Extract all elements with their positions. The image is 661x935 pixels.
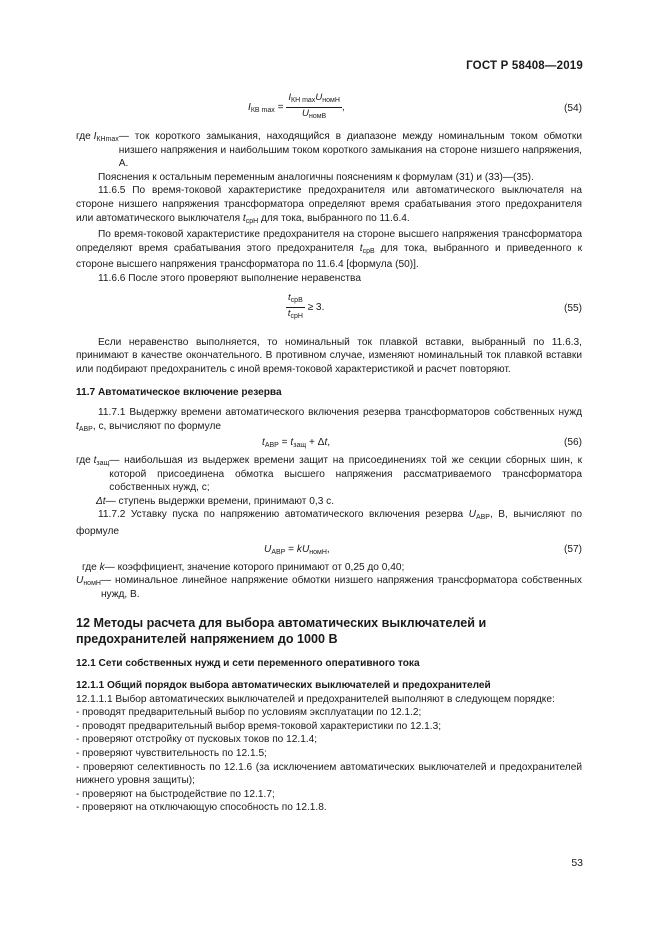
heading-12-1: 12.1 Сети собственных нужд и сети переменного оперативного тока <box>76 658 420 670</box>
list-item: - проверяют селективность по 12.1.6 (за исключением автоматических выключателей и предохранителей нижнего уровня защиты); <box>76 761 582 787</box>
formula-57-number: (57) <box>563 543 582 555</box>
formula-57 <box>76 539 582 561</box>
formula-55 <box>76 292 582 328</box>
paragraph-12-1-1-1: 12.1.1.1 Выбор автоматических выключателей и предохранителей выполняют в следующем порядке: <box>76 693 555 705</box>
list-item: - проверяют на быстродействие по 12.1.7; <box>76 788 275 800</box>
formula-54-expr: $I_{КВ max}$ = $\frac{I_{КН max}U_{номН}}{U_{номВ}}$ , <box>248 92 345 123</box>
definition-54: где $I_{КНmax}$ — ток короткого замыкания, находящийся в диапазоне между номинальным током обмотки низшего напряжения и наибольшим током короткого замыкания на стороне низшего напряжения, А. <box>76 131 582 170</box>
heading-12-1-1: 12.1.1 Общий порядок выбора автоматических выключателей и предохранителей <box>76 680 491 692</box>
check-list <box>76 706 582 815</box>
paragraph-11-6-5a: 11.6.5 По время-токовой характеристике предохранителя или автоматического выключателя на стороне низшего напряжения трансформатора определяют время срабатывания этого предохранителя или автоматического выключателя $t_{срН}$ для тока, выбранного по 11.6.4. <box>76 185 582 225</box>
standard-header: ГОСТ Р 58408—2019 <box>466 60 583 72</box>
list-item: - проверяют чувствительность по 12.1.5; <box>76 748 267 759</box>
formula-56 <box>76 436 582 454</box>
paragraph-11-6-5b: По время-токовой характеристике предохранителя на стороне высшего напряжения трансформатора определяют время срабатывания этого предохранителя $t_{срВ}$ для тока, выбранного и приведенного к стороне высшего напряжения трансформатора по 11.6.4 [формула (50)]. <box>76 229 583 271</box>
formula-54-fraction: $\frac{I_{КН max}U_{номН}}{U_{номВ}}$ <box>288 92 340 120</box>
page-number: 53 <box>571 857 583 869</box>
list-item: - проверяют отстройку от пусковых токов по 12.1.4; <box>76 734 318 746</box>
definition-56a: где $t_{защ}$ — наибольшая из выдержек времени защит на присоединениях той же секции сборных шин, к которой присоединена обмотка высшего напряжения рассматриваемого трансформатора собственных нужд, с; <box>76 455 582 494</box>
paragraph-inequality: Если неравенство выполняется, то номинальный ток плавкой вставки, выбранный по 11.6.3, принимают в качестве окончательного. В противном случае, изменяют номинальный ток плавкой вставки или подбирают предохранитель с иной время-токовой характеристикой и расчет повторяют. <box>76 336 582 375</box>
formula-54 <box>76 92 582 124</box>
definition-57a: где k — коэффициент, значение которого принимают от 0,25 до 0,40; <box>82 561 405 573</box>
heading-11-7: 11.7 Автоматическое включение резерва <box>76 387 282 399</box>
formula-56-number: (56) <box>563 437 582 449</box>
formula-55-number: (55) <box>563 302 582 314</box>
list-item: - проводят предварительный выбор по условиям эксплуатации по 12.1.2; <box>76 707 422 719</box>
paragraph-11-7-1: 11.7.1 Выдержку времени автоматического включения резерва трансформаторов собственных нужд $t_{АВР}$, с, вычисляют по формуле <box>76 406 582 433</box>
page-content <box>76 92 582 815</box>
definition-56b: Δt — ступень выдержки времени, принимают 0,3 с. <box>96 495 335 507</box>
list-item: - проверяют на отключающую способность по 12.1.8. <box>76 802 327 814</box>
definition-57b: $U_{номН}$ — номинальное линейное напряжение обмотки низшего напряжения трансформатора собственных нужд, В. <box>76 575 582 600</box>
list-item: - проводят предварительный выбор время-токовой характеристики по 12.1.3; <box>76 720 442 732</box>
heading-12: 12 Методы расчета для выбора автоматических выключателей и предохранителей напряжением до 1000 В <box>76 616 487 647</box>
paragraph-notes: Пояснения к остальным переменным аналогичны пояснениям к формулам (31) и (33)—(35). <box>98 171 534 183</box>
formula-54-number: (54) <box>563 103 582 114</box>
paragraph-11-7-2: 11.7.2 Уставку пуска по напряжению автоматического включения резерва $U_{АВР}$, В, вычисляют по формуле <box>76 509 582 538</box>
paragraph-11-6-6: 11.6.6 После этого проверяют выполнение неравенства <box>98 272 361 284</box>
formula-55-expr: $\frac{t_{срВ}}{t_{срН}}$ ≥ 3. <box>287 291 325 320</box>
formula-56-expr: $t_{АВР} = t_{защ} + \Delta t$, <box>262 437 331 450</box>
formula-57-expr: $U_{АВР} = kU_{номН}$, <box>264 543 330 556</box>
